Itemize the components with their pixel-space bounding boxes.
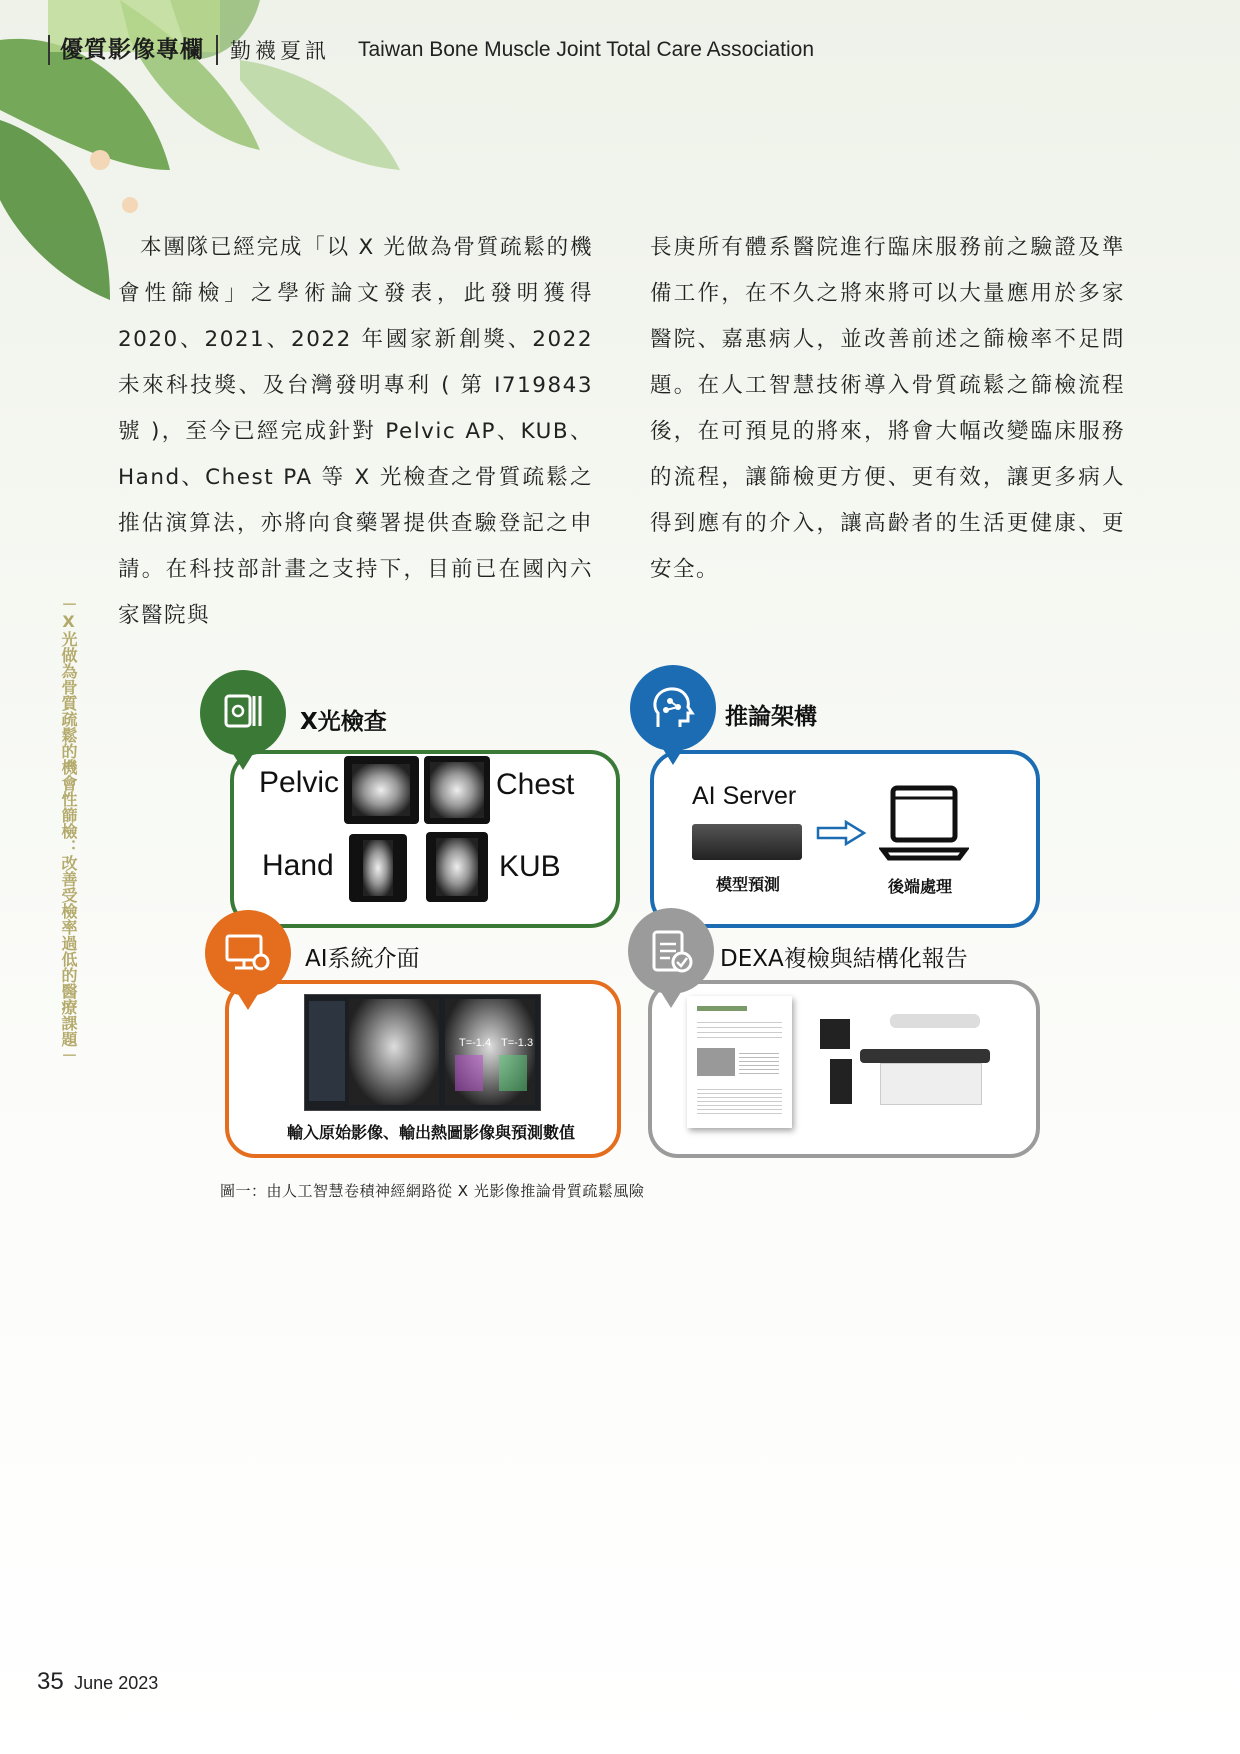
xray-panel — [230, 750, 620, 928]
association-name: Taiwan Bone Muscle Joint Total Care Association — [358, 38, 815, 61]
issue-date: June 2023 — [74, 1673, 159, 1693]
side-running-title: －X光做為骨質疏鬆的機會性篩檢：改善受檢率過低的醫療課題－ — [59, 596, 78, 1063]
laptop-icon — [879, 784, 969, 864]
ai-brain-head-icon — [648, 683, 698, 733]
t-score-right: T=-1.3 — [501, 1037, 534, 1049]
dexa-category-pin — [628, 908, 714, 994]
inference-panel — [650, 750, 1040, 928]
column-title: 優質影像專欄 — [48, 35, 204, 65]
xray-panel-title: X光檢查 — [300, 709, 387, 735]
header-separator — [216, 35, 218, 65]
kub-xray-image — [426, 832, 488, 902]
ai-server-label: AI Server — [692, 782, 797, 810]
monitor-gear-icon — [223, 928, 273, 978]
dexa-scanner-image — [820, 1009, 1000, 1114]
ai-interface-category-pin — [205, 910, 291, 996]
ai-interface-panel — [225, 980, 621, 1158]
page-number: 35 — [37, 1668, 64, 1695]
label-hand: Hand — [262, 849, 334, 882]
server-image — [692, 824, 802, 860]
clipboard-check-icon — [646, 926, 696, 976]
label-chest: Chest — [496, 768, 575, 801]
body-text-left: 本團隊已經完成「以 X 光做為骨質疏鬆的機會性篩檢」之學術論文發表，此發明獲得 2020、2021、2022 年國家新創獎、2022 未來科技獎、及台灣發明專利 ( 第 I719843 號 )，至今已經完成針對 Pelvic AP、KUB、Hand、Chest PA 等 X 光檢查之骨質疏鬆之推估演算法，亦將向食藥署提供查驗登記之申請。在科技部計畫之支持下，目前已在國內六家醫院與 — [118, 235, 593, 628]
label-kub: KUB — [499, 850, 561, 883]
inference-category-pin — [630, 665, 716, 751]
figure-1 — [195, 665, 1050, 1170]
label-pelvic: Pelvic — [259, 766, 340, 799]
column-subtitle: 勤襪夏訊 — [230, 39, 330, 63]
backend-processing-label: 後端處理 — [888, 877, 953, 896]
pelvic-xray-image — [344, 756, 419, 824]
ai-interface-caption: 輸入原始影像、輸出熱圖影像與預測數值 — [287, 1123, 576, 1142]
xray-machine-icon — [218, 688, 268, 738]
xray-category-pin — [200, 670, 286, 756]
right-arrow-icon — [816, 820, 866, 846]
ai-interface-panel-title: AI系統介面 — [305, 946, 420, 972]
t-score-left: T=-1.4 — [459, 1037, 492, 1049]
hand-xray-image — [349, 834, 407, 902]
dexa-panel — [648, 980, 1040, 1158]
body-text-right: 長庚所有體系醫院進行臨床服務前之驗證及準備工作，在不久之將來將可以大量應用於多家醫院、嘉惠病人，並改善前述之篩檢率不足問題。在人工智慧技術導入骨質疏鬆之篩檢流程後，在可預見的將來，將會大幅改變臨床服務的流程，讓篩檢更方便、更有效，讓更多病人得到應有的介入，讓高齡者的生活更健康、更安全。 — [650, 235, 1125, 582]
structured-report-image — [687, 996, 792, 1128]
model-prediction-label: 模型預測 — [716, 875, 781, 894]
ai-software-screenshot — [304, 994, 541, 1111]
inference-panel-title: 推論架構 — [725, 704, 817, 730]
page-footer — [37, 1668, 158, 1696]
figure-caption: 圖一：由人工智慧卷積神經網路從 X 光影像推論骨質疏鬆風險 — [220, 1182, 645, 1200]
dexa-panel-title: DEXA複檢與結構化報告 — [720, 946, 968, 972]
chest-xray-image — [424, 756, 490, 824]
page-header — [48, 20, 814, 80]
